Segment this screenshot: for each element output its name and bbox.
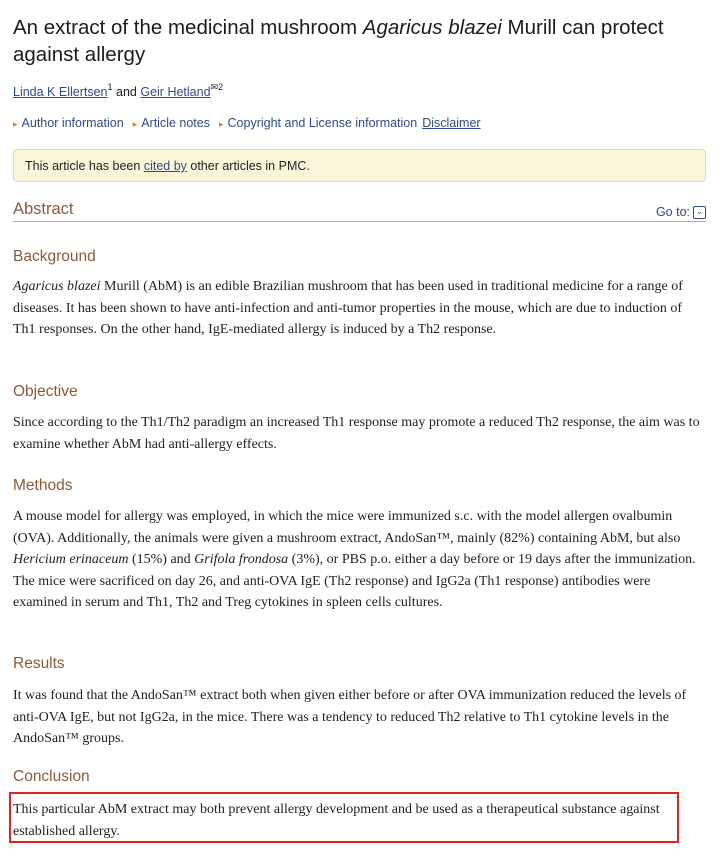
abstract-header [13, 200, 706, 222]
results-heading: Results [13, 655, 65, 672]
background-italic: Agaricus blazei [13, 279, 101, 294]
methods-text-2: (15%) and [128, 552, 195, 567]
section-background [13, 248, 706, 266]
title-text-end: Murill can protect against allergy [13, 16, 664, 66]
triangle-right-icon: ▸ [218, 119, 224, 129]
section-methods [13, 477, 706, 495]
methods-text-3: (3%), or PBS p.o. either a day before or 19 days after the immunization. The mice were sacrificed on day 26, and anti-OVA IgE (Th2 response) and IgG2a (Th1 response) antibodies were examined in serum and Th1, Th2 and Treg cytokines in spleen cells cultures. [13, 552, 696, 610]
chevron-down-icon: ⌄ [693, 206, 706, 219]
section-conclusion [13, 768, 706, 786]
objective-text: Since according to the Th1/Th2 paradigm an increased Th1 response may promote a reduced Th2 response, the aim was to examine whether AbM had anti-allergy effects. [13, 415, 700, 452]
conclusion-highlight-box [9, 792, 679, 843]
article-meta-links [13, 116, 706, 130]
author-list [13, 82, 706, 99]
author-link-ellertsen[interactable]: Linda K Ellertsen [13, 85, 108, 99]
section-results [13, 655, 706, 673]
section-objective [13, 383, 706, 401]
author2-affiliation-sup: 2 [218, 82, 224, 92]
article-notes-label: Article notes [141, 116, 210, 130]
results-text: It was found that the AndoSan™ extract both when given either before or after OVA immunization reduced the levels of anti-OVA IgE, but not IgG2a, in the mice. There was a tendency to reduced Th2 relative to Th1 cytokine levels in the AndoSan™ groups. [13, 688, 687, 746]
cited-by-link[interactable]: cited by [143, 159, 187, 173]
notice-suffix: other articles in PMC. [186, 159, 310, 173]
background-text [13, 276, 706, 341]
background-heading: Background [13, 248, 96, 265]
goto-menu[interactable] [656, 205, 706, 219]
copyright-toggle[interactable] [219, 116, 417, 130]
author-affiliation-sup: 1 [107, 82, 113, 92]
page-title [13, 14, 706, 68]
results-body [13, 685, 706, 750]
article-notes-toggle[interactable] [133, 116, 210, 130]
methods-text-1: A mouse model for allergy was employed, in which the mice were immunized s.c. with the model allergen ovalbumin (OVA). Additionally, the animals were given a mushroom extract, AndoSan™, mainly (82%) containing AbM, but also [13, 509, 681, 546]
disclaimer-link[interactable]: Disclaimer [422, 116, 481, 130]
methods-italic-1: Hericium erinaceum [13, 552, 129, 567]
author2-sup [211, 82, 224, 92]
author-information-toggle[interactable] [13, 116, 124, 130]
article-container [13, 0, 706, 222]
goto-label: Go to: [655, 205, 690, 219]
title-text: An extract of the medicinal mushroom [13, 16, 363, 39]
title-italic: Agaricus blazei [362, 16, 502, 39]
methods-italic-2: Grifola frondosa [194, 552, 289, 567]
objective-body [13, 412, 706, 455]
email-icon[interactable]: ✉ [210, 82, 219, 92]
copyright-label: Copyright and License information [227, 116, 418, 130]
author-separator: and [116, 85, 137, 99]
notice-prefix: This article has been [25, 159, 144, 173]
author-link-hetland[interactable]: Geir Hetland [140, 85, 211, 99]
methods-heading: Methods [13, 477, 73, 494]
abstract-heading: Abstract [13, 200, 74, 218]
background-body [13, 276, 706, 341]
triangle-right-icon: ▸ [132, 119, 138, 129]
methods-body [13, 506, 706, 614]
triangle-right-icon: ▸ [13, 119, 18, 129]
conclusion-heading: Conclusion [13, 768, 90, 785]
objective-heading: Objective [13, 383, 78, 400]
author-information-label: Author information [21, 116, 124, 130]
conclusion-text: This particular AbM extract may both prevent allergy development and be used as a therapeutical substance against established allergy. [13, 802, 660, 839]
cited-by-notice [13, 149, 706, 182]
background-text-body: Murill (AbM) is an edible Brazilian mushroom that has been used in traditional medicine for a range of diseases. It has been shown to have anti-infection and anti-tumor properties in the mouse, which are due to induction of Th1 responses. On the other hand, IgE-mediated allergy is induced by a Th2 response. [13, 279, 683, 337]
methods-text [13, 506, 706, 614]
